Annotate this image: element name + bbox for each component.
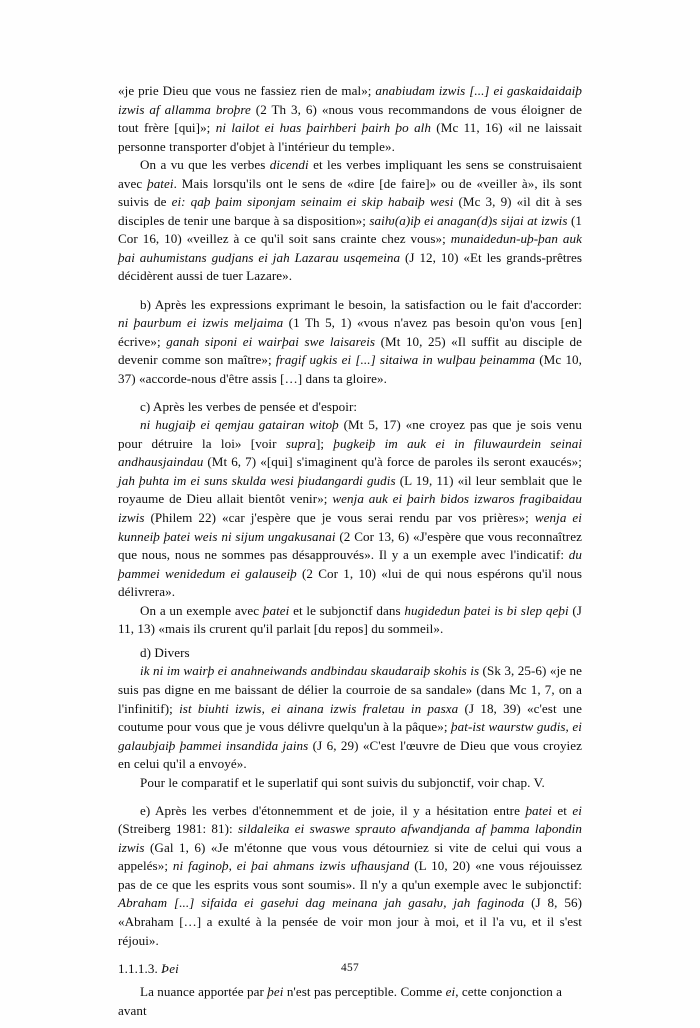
gothic-citation: munaidedun-uþ-þan auk þai auhumistans gudjans ei jah Lazarau usqemeina	[118, 231, 582, 265]
paragraph	[118, 416, 582, 601]
paragraph	[118, 82, 582, 156]
gothic-citation: ei	[445, 984, 456, 1000]
text-run: (Mt 10, 25) «Il suffit au disciple de devenir comme son maître»;	[118, 333, 582, 368]
gothic-citation: ei: qaþ þaim siponjam seinaim ei skip habaiþ wesi	[171, 194, 454, 210]
text-run: (J 11, 13) «mais ils crurent qu'il parlait [du repos] du sommeil».	[118, 602, 582, 637]
gothic-citation: ni þaurbum ei izwis meljaima	[118, 315, 284, 331]
text-run: (L 19, 11) «il leur semblait que le royaume de Dieu allait bientôt venir»;	[118, 472, 583, 507]
text-run: (J 18, 39) «c'est une coutume pour vous que je vous délivre quelqu'un à la pâque»;	[118, 700, 582, 735]
text-run: c) Après les verbes de pensée et d'espoir:	[140, 398, 358, 414]
gothic-citation: Þei	[161, 960, 179, 976]
paragraph	[118, 983, 582, 1020]
gothic-citation: þat-ist waurstw gudis, ei galaubjaiþ þammei insandida jains	[118, 719, 582, 753]
gothic-citation: ni lailot ei ƕas þairhberi þairh þo alh	[215, 120, 431, 136]
text-run: d) Divers	[140, 644, 190, 660]
paragraph	[118, 644, 582, 663]
gothic-citation: jah þuhta im ei suns skulda wesi þiudangardi gudis	[118, 472, 396, 488]
text-run: (J 6, 29) «C'est l'œuvre de Dieu que vous croyiez en celui qu'il a envoyé».	[118, 737, 583, 772]
text-run: (Streiberg 1981: 81):	[118, 821, 238, 837]
paragraph	[118, 662, 582, 773]
gothic-citation: þatei	[262, 602, 290, 618]
paragraph	[118, 602, 582, 639]
body-text-column	[118, 82, 582, 1020]
text-run: 1.1.1.3.	[118, 960, 162, 976]
gothic-citation: ik ni im wairþ ei anahneiwands andbindau skaudaraiþ skohis is	[140, 663, 480, 679]
gothic-citation: sildaleika ei swaswe sprauto afwandjanda af þamma laþondin izwis	[118, 821, 582, 855]
gothic-citation: ni hugjaiþ ei qemjau gatairan witoþ	[140, 417, 339, 433]
text-run: et les verbes impliquant les sens se construisaient avec	[118, 157, 582, 191]
gothic-citation: du þammei wenidedum ei galauseiþ	[118, 547, 582, 581]
gothic-citation: þatei	[525, 802, 552, 818]
gothic-citation: anabiudam izwis [...] ei gaskaidaidaiþ izwis af allamma broþre	[118, 83, 582, 117]
gothic-citation: dicendi	[269, 157, 309, 173]
text-run: (Mc 10, 37) «accorde-nous d'être assis […] dans ta gloire».	[118, 352, 583, 386]
text-run: (Philem 22) «car j'espère que je vous serai rendu par vos prières»;	[144, 510, 535, 526]
text-run: (J 12, 10) «Et les grands-prêtres décidèrent aussi de tuer Lazare».	[118, 249, 583, 284]
text-run: (2 Th 3, 6) «nous vous recommandons de vous éloigner de tout frère [qui]»;	[118, 101, 582, 136]
paragraph	[118, 398, 582, 417]
text-run: . Mais lorsqu'ils ont le sens de «dire [de faire]» ou de «veiller à», ils sont suivis de	[118, 175, 582, 210]
gothic-citation: fragif ugkis ei [...] sitaiwa in wulþau þeinamma	[275, 352, 536, 368]
text-run: et	[551, 802, 573, 818]
text-run: (1 Cor 16, 10) «veillez à ce qu'il soit sans crainte chez vous»;	[118, 212, 582, 247]
text-run: b) Après les expressions exprimant le besoin, la satisfaction ou le fait d'accorder:	[140, 296, 582, 312]
text-run: et le subjonctif dans	[289, 602, 405, 618]
text-run: (2 Cor 1, 10) «lui de qui nous espérons qu'il nous délivrera».	[118, 565, 582, 600]
text-run: La nuance apportée par	[140, 984, 268, 1000]
text-run: ];	[316, 435, 334, 451]
gothic-citation: wenja ei kunneiþ þatei weis ni sijum ungakusanai	[118, 510, 583, 544]
text-run: , cette conjonction a avant	[118, 984, 563, 1018]
gothic-citation: supra	[285, 435, 316, 451]
paragraph	[118, 802, 582, 950]
gothic-citation: Abraham [...] sifaida ei gaseƕi dag meinana jah gasaƕ, jah faginoda	[118, 895, 525, 911]
gothic-citation: þugkeiþ im auk ei in filuwaurdein seinai andhausjaindau	[118, 435, 583, 470]
gothic-citation: saiƕ(a)iþ ei anagan(d)s sijai at izwis	[369, 212, 568, 228]
text-run: e) Après les verbes d'étonnemment et de joie, il y a hésitation entre	[140, 802, 526, 818]
text-run: (Sk 3, 25-6) «je ne suis pas digne en me baissant de délier la courroie de sa sandale» (dans Mc 1, 7, on a l'infinitif);	[118, 663, 583, 716]
page-number: 457	[340, 962, 360, 974]
gothic-citation: ganah siponi ei wairþai swe laisareis	[166, 333, 376, 349]
text-run: (J 8, 56) «Abraham […] a exulté à la pensée de voir mon jour à moi, et il l'a vu, et il s'est réjoui».	[118, 895, 582, 948]
gothic-citation: ni faginoþ, ei þai ahmans izwis ufhausjand	[172, 858, 410, 874]
text-run: (2 Cor 13, 6) «J'espère que vous reconnaîtrez que nous, nous ne sommes pas désapprouvés». Il y a un exemple avec l'indicatif:	[118, 528, 582, 563]
text-run: «je prie Dieu que vous ne fassiez rien de mal»;	[118, 83, 376, 98]
text-run: Pour le comparatif et le superlatif qui sont suivis du subjonctif, voir chap. V.	[140, 774, 545, 790]
text-run: On a un exemple avec	[140, 602, 263, 618]
text-run: (1 Th 5, 1) «vous n'avez pas besoin qu'on vous [en] écrive»;	[118, 315, 583, 349]
paragraph	[118, 156, 582, 286]
text-run: (L 10, 20) «ne vous réjouissez pas de ce que les esprits vous sont soumis». Il n'y a qu'un exemple avec le subjonctif:	[118, 858, 582, 892]
text-run: (Mc 3, 9) «il dit à ses disciples de tenir une barque à sa disposition»;	[118, 194, 582, 228]
gothic-citation: ei	[572, 802, 582, 818]
gothic-citation: ist biuhti izwis, ei ainana izwis fraletau in pasxa	[179, 700, 459, 716]
paragraph	[118, 296, 582, 389]
text-run: (Mt 5, 17) «ne croyez pas que je sois venu pour détruire la loi» [voir	[118, 417, 583, 451]
gothic-citation: hugidedun þatei is bi slep qeþi	[404, 602, 569, 618]
text-run: (Mc 11, 16) «il ne laissait personne transporter d'objet à l'intérieur du temple».	[118, 120, 583, 154]
gothic-citation: þei	[267, 984, 284, 1000]
gothic-citation: wenja auk ei þairh bidos izwaros fragibaidau izwis	[118, 491, 582, 526]
text-run: n'est pas perceptible. Comme	[283, 984, 446, 1000]
paragraph	[118, 774, 582, 793]
text-run: On a vu que les verbes	[140, 157, 270, 173]
gothic-citation: þatei	[147, 175, 174, 191]
text-run: (Gal 1, 6) «Je m'étonne que vous vous détourniez si vite de celui qui vous a appelés»;	[118, 839, 582, 874]
text-run: (Mt 6, 7) «[qui] s'imaginent qu'à force de paroles ils seront exaucés»;	[203, 454, 582, 470]
